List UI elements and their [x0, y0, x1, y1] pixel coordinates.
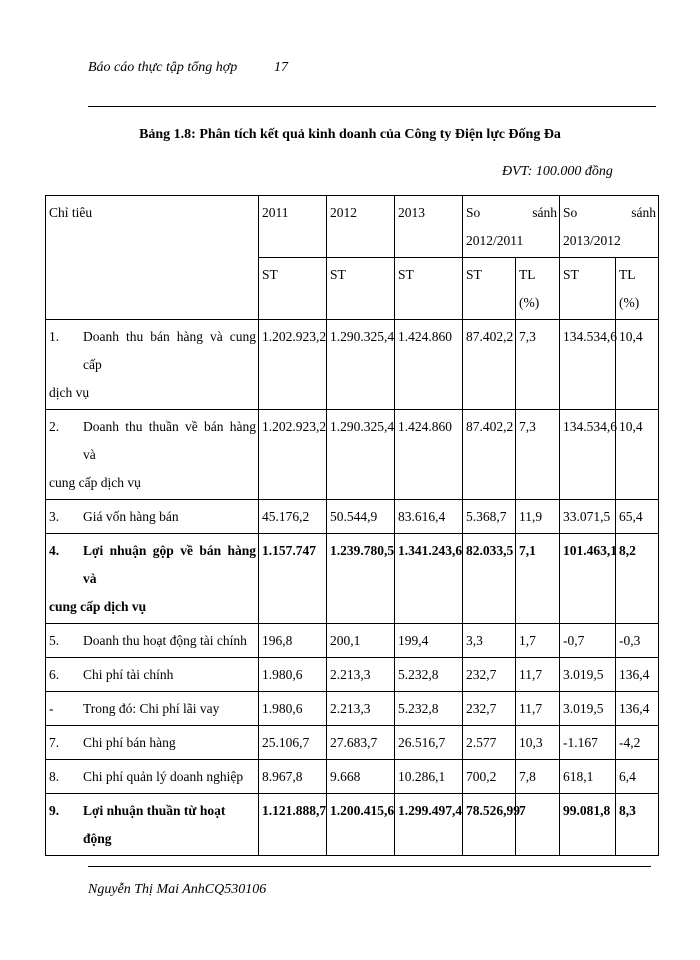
row-value-tl2: 6,4 [616, 760, 659, 794]
row-value-v2013: 1.424.860 [395, 320, 463, 410]
row-value-tl1: 1,7 [516, 624, 560, 658]
row-value-v2012: 1.239.780,5 [327, 534, 395, 624]
row-indicator: 1. Doanh thu bán hàng và cung cấp dịch vụ [46, 320, 259, 410]
col-2012: 2012 [327, 196, 395, 258]
row-value-st1: 87.402,2 [463, 410, 516, 500]
row-value-v2013: 83.616,4 [395, 500, 463, 534]
row-indicator: 2. Doanh thu thuần về bán hàng và cung cấp dịch vụ [46, 410, 259, 500]
row-value-st2: -1.167 [560, 726, 616, 760]
row-value-v2011: 1.202.923,2 [259, 410, 327, 500]
table-row [46, 726, 659, 760]
row-value-st1: 82.033,5 [463, 534, 516, 624]
row-value-v2013: 26.516,7 [395, 726, 463, 760]
row-value-v2012: 27.683,7 [327, 726, 395, 760]
row-value-v2012: 50.544,9 [327, 500, 395, 534]
col-2011: 2011 [259, 196, 327, 258]
row-value-tl2: 8,3 [616, 794, 659, 856]
row-value-st2: 134.534,6 [560, 320, 616, 410]
table-row [46, 500, 659, 534]
business-results-table [45, 195, 659, 856]
row-value-v2013: 10.286,1 [395, 760, 463, 794]
row-value-tl2: -0,3 [616, 624, 659, 658]
row-value-tl2: 136,4 [616, 692, 659, 726]
header-rule [88, 106, 656, 107]
row-value-tl2: -4,2 [616, 726, 659, 760]
row-value-tl1: 7 [516, 794, 560, 856]
row-indicator: 4. Lợi nhuận gộp về bán hàng và cung cấp dịch vụ [46, 534, 259, 624]
row-value-st2: 101.463,1 [560, 534, 616, 624]
col-tl-cmp2: TL (%) [616, 258, 659, 320]
unit-label: ĐVT: 100.000 đồng [502, 164, 613, 179]
table-row [46, 794, 659, 856]
row-value-st2: 618,1 [560, 760, 616, 794]
row-value-st2: -0,7 [560, 624, 616, 658]
row-value-v2013: 1.424.860 [395, 410, 463, 500]
row-value-st1: 78.526,99 [463, 794, 516, 856]
row-indicator: - Trong đó: Chi phí lãi vay [46, 692, 259, 726]
row-indicator: 9. Lợi nhuận thuần từ hoạt động [46, 794, 259, 856]
row-value-v2012: 9.668 [327, 760, 395, 794]
table-row [46, 410, 659, 500]
table-row [46, 534, 659, 624]
row-indicator: 3. Giá vốn hàng bán [46, 500, 259, 534]
row-value-v2011: 196,8 [259, 624, 327, 658]
row-value-tl1: 11,9 [516, 500, 560, 534]
row-value-v2012: 200,1 [327, 624, 395, 658]
row-value-v2011: 8.967,8 [259, 760, 327, 794]
row-value-v2011: 1.121.888,7 [259, 794, 327, 856]
row-value-tl2: 10,4 [616, 410, 659, 500]
row-value-v2011: 25.106,7 [259, 726, 327, 760]
row-value-st1: 232,7 [463, 658, 516, 692]
row-value-st1: 2.577 [463, 726, 516, 760]
row-value-v2012: 1.290.325,4 [327, 320, 395, 410]
col-2013: 2013 [395, 196, 463, 258]
row-value-v2011: 1.157.747 [259, 534, 327, 624]
table-title: Bảng 1.8: Phân tích kết quả kinh doanh của Công ty Điện lực Đống Đa [139, 127, 561, 142]
row-value-tl1: 7,8 [516, 760, 560, 794]
row-value-tl1: 7,3 [516, 320, 560, 410]
col-st-2011: ST [259, 258, 327, 320]
col-st-2012: ST [327, 258, 395, 320]
col-st-2013: ST [395, 258, 463, 320]
col-st-cmp2: ST [560, 258, 616, 320]
row-value-v2013: 1.299.497,4 [395, 794, 463, 856]
col-indicator: Chỉ tiêu [46, 196, 259, 320]
col-compare-2013-2012: So sánh 2013/2012 [560, 196, 659, 258]
row-indicator: 8. Chi phí quản lý doanh nghiệp [46, 760, 259, 794]
footer-author: Nguyễn Thị Mai AnhCQ530106 [88, 882, 267, 897]
row-value-tl1: 7,1 [516, 534, 560, 624]
table-row [46, 692, 659, 726]
col-st-cmp1: ST [463, 258, 516, 320]
footer-rule [88, 866, 651, 867]
row-value-st1: 5.368,7 [463, 500, 516, 534]
col-tl-cmp1: TL (%) [516, 258, 560, 320]
row-value-v2012: 1.200.415,6 [327, 794, 395, 856]
row-value-tl1: 10,3 [516, 726, 560, 760]
row-value-v2013: 5.232,8 [395, 658, 463, 692]
row-value-st2: 99.081,8 [560, 794, 616, 856]
row-value-st2: 3.019,5 [560, 692, 616, 726]
row-indicator: 7. Chi phí bán hàng [46, 726, 259, 760]
row-value-v2013: 5.232,8 [395, 692, 463, 726]
row-value-st2: 134.534,6 [560, 410, 616, 500]
row-value-st2: 3.019,5 [560, 658, 616, 692]
row-value-st2: 33.071,5 [560, 500, 616, 534]
row-indicator: 5. Doanh thu hoạt động tài chính [46, 624, 259, 658]
row-value-v2012: 2.213,3 [327, 692, 395, 726]
table-row [46, 320, 659, 410]
report-title: Báo cáo thực tập tổng hợp [88, 60, 238, 75]
row-value-tl2: 10,4 [616, 320, 659, 410]
row-value-v2012: 1.290.325,4 [327, 410, 395, 500]
page-header [88, 60, 288, 76]
row-value-v2013: 199,4 [395, 624, 463, 658]
table-row [46, 760, 659, 794]
row-indicator: 6. Chi phí tài chính [46, 658, 259, 692]
row-value-v2011: 1.202.923,2 [259, 320, 327, 410]
header-row-1 [46, 196, 659, 258]
row-value-st1: 232,7 [463, 692, 516, 726]
row-value-v2011: 1.980,6 [259, 658, 327, 692]
row-value-st1: 700,2 [463, 760, 516, 794]
page-number: 17 [274, 60, 288, 75]
row-value-v2013: 1.341.243,6 [395, 534, 463, 624]
row-value-tl2: 136,4 [616, 658, 659, 692]
row-value-tl1: 11,7 [516, 692, 560, 726]
row-value-v2012: 2.213,3 [327, 658, 395, 692]
table-row [46, 624, 659, 658]
row-value-tl1: 11,7 [516, 658, 560, 692]
row-value-v2011: 45.176,2 [259, 500, 327, 534]
row-value-tl2: 8,2 [616, 534, 659, 624]
row-value-st1: 3,3 [463, 624, 516, 658]
table-row [46, 658, 659, 692]
row-value-v2011: 1.980,6 [259, 692, 327, 726]
row-value-st1: 87.402,2 [463, 320, 516, 410]
col-compare-2012-2011: So sánh 2012/2011 [463, 196, 560, 258]
row-value-tl2: 65,4 [616, 500, 659, 534]
row-value-tl1: 7,3 [516, 410, 560, 500]
